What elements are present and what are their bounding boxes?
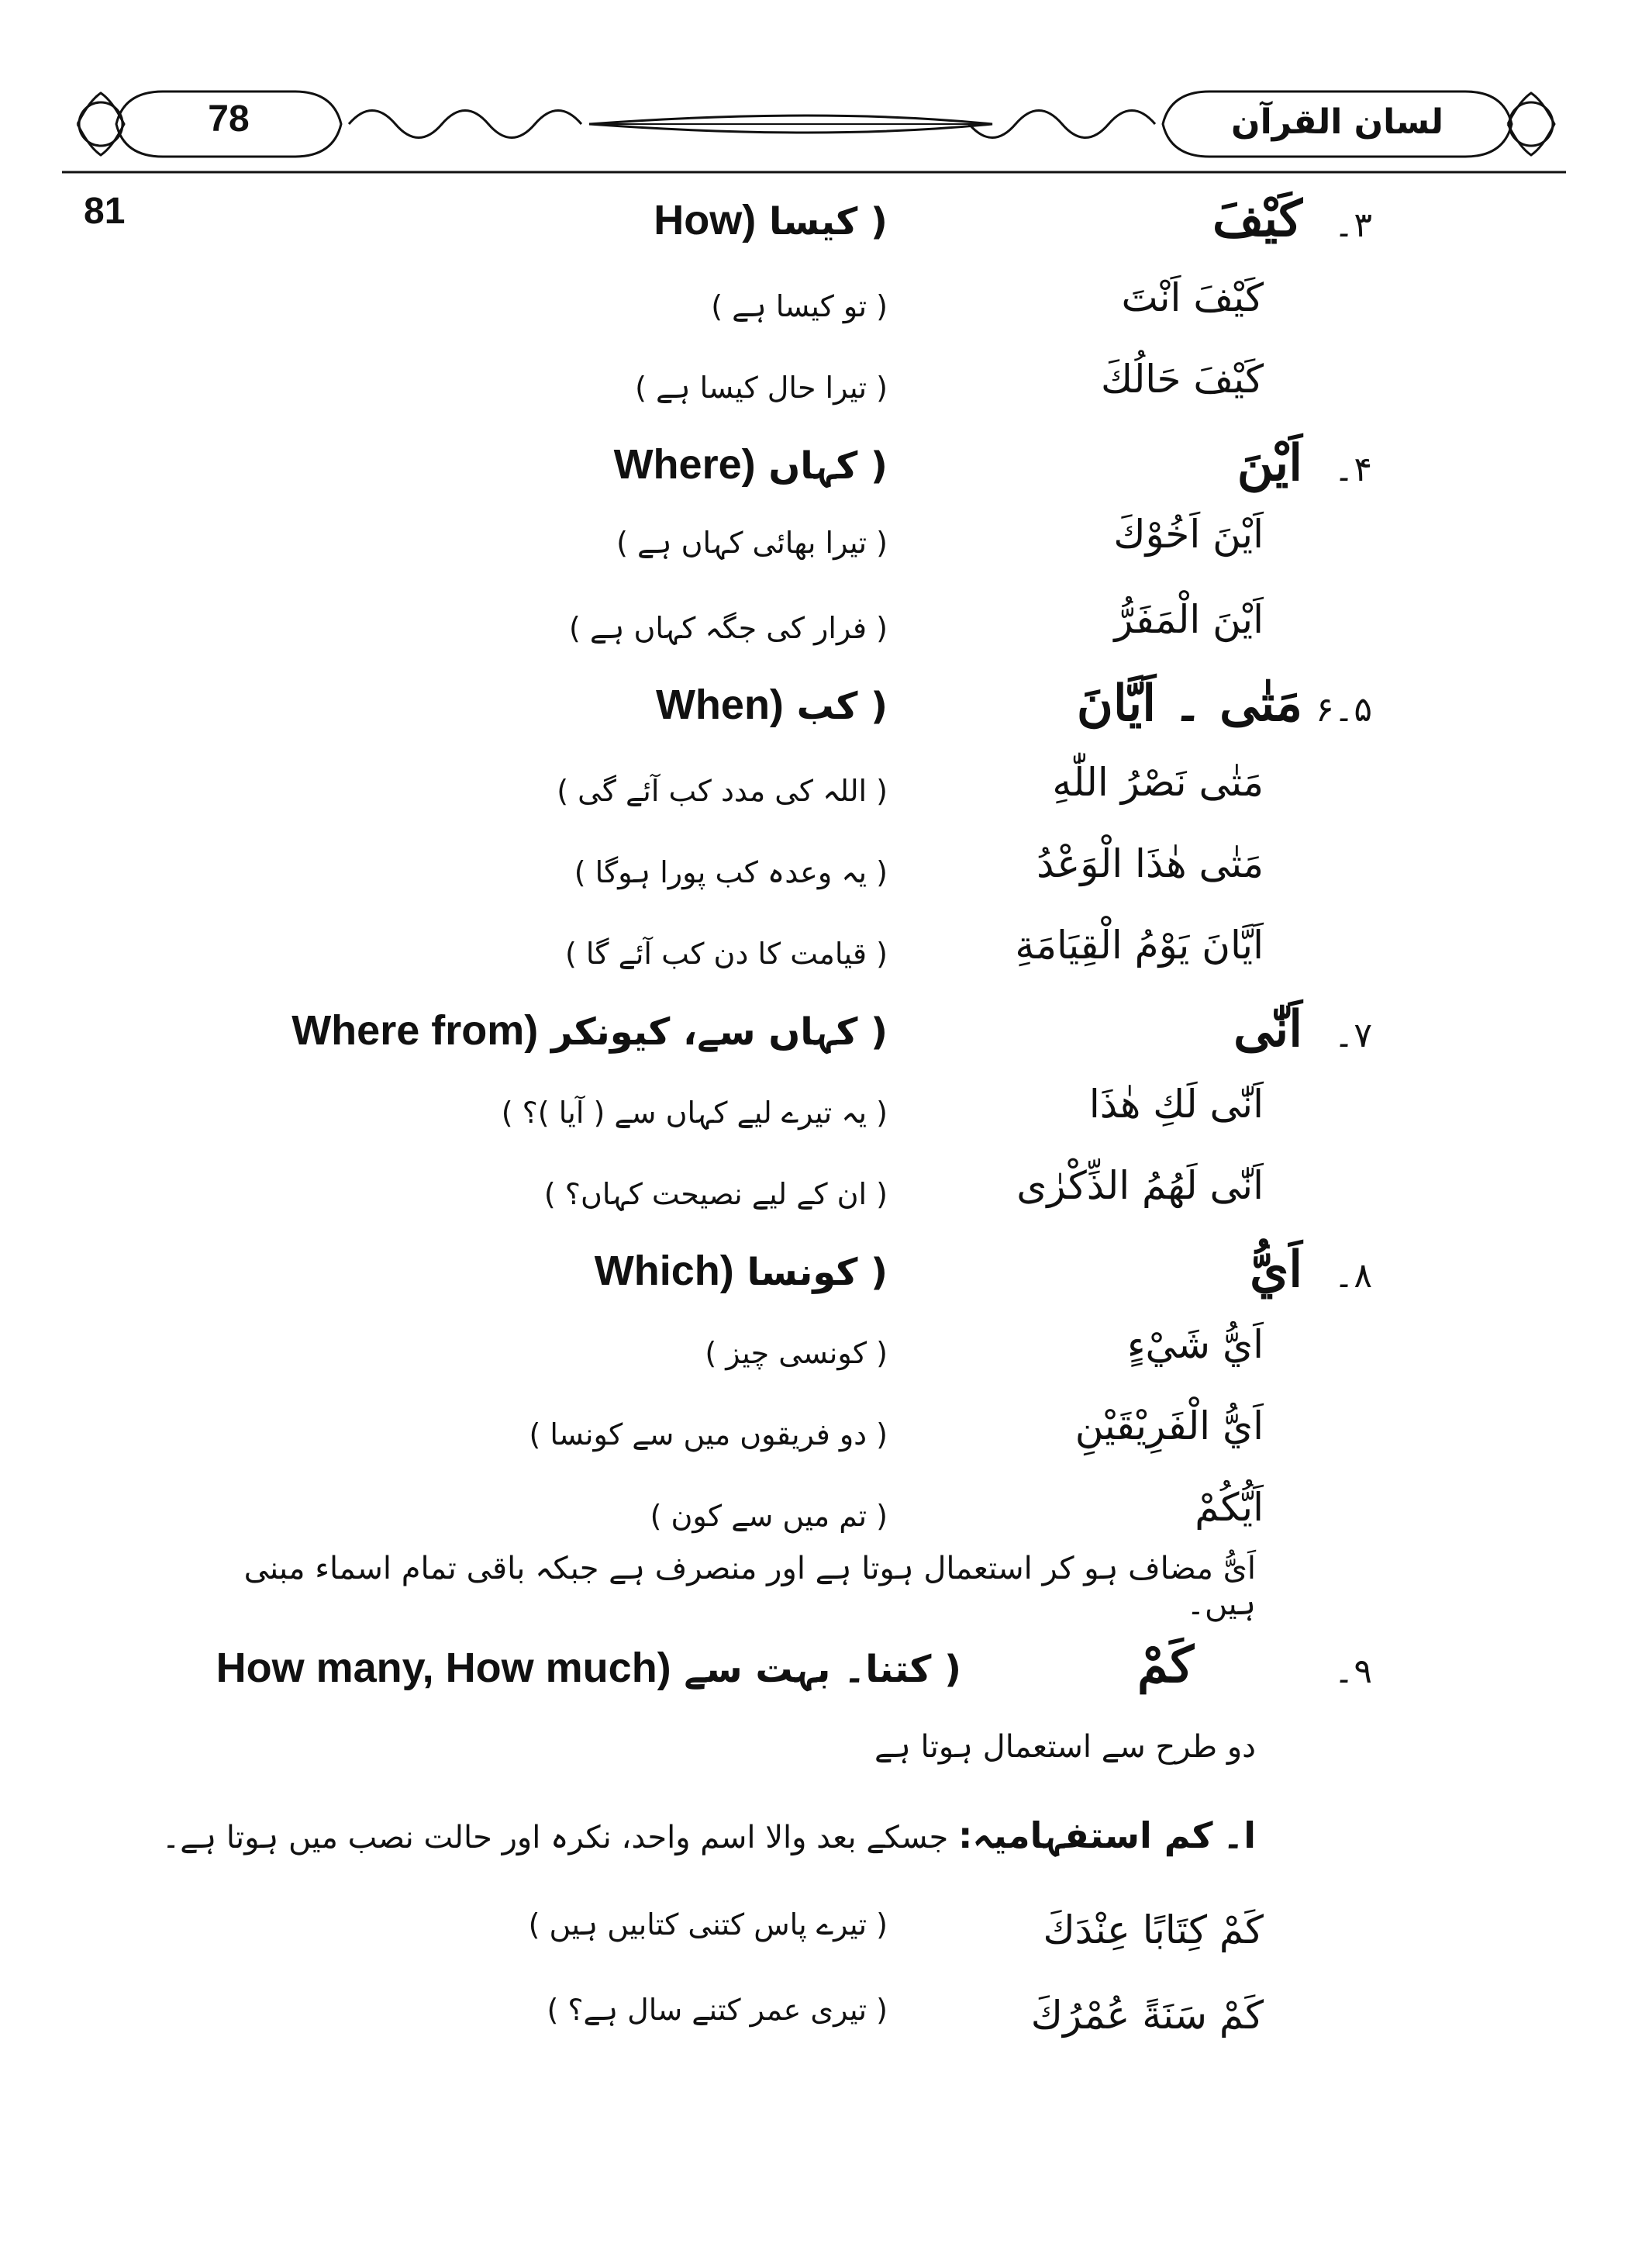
urdu-meaning: [267, 440, 888, 488]
urdu-meaning-text: ( كيسا: [768, 200, 888, 243]
istifham-definition: [132, 1814, 1256, 1856]
heading-row: [0, 1241, 1628, 1310]
kam-heading-row: [0, 1636, 1628, 1706]
kam-example-row: [0, 1993, 1628, 2063]
heading-row: [0, 434, 1628, 504]
example-row: [0, 1082, 1628, 1151]
urdu-meaning-text: ( کب: [796, 685, 888, 728]
istifham-text: جسکے بعد والا اسم واحد، نکرہ اور حالت نصب میں ہوتا ہے۔: [161, 1820, 949, 1855]
example-row: [0, 760, 1628, 830]
arabic-example: كَمْ كِتَابًا عِنْدَكَ: [1043, 1907, 1264, 1952]
urdu-translation: ( اللہ کی مدد کب آئے گی ): [557, 774, 888, 808]
example-row: [0, 841, 1628, 911]
urdu-meaning: [267, 196, 888, 244]
arabic-example: اَيُّكُمْ: [1195, 1485, 1264, 1530]
urdu-translation: ( تیرے پاس کتنی کتابیں ہیں ): [528, 1907, 888, 1942]
urdu-translation: ( یہ وعدہ کب پورا ہوگا ): [574, 855, 888, 889]
urdu-translation: ( تيرا حال كيسا ہے ): [635, 371, 888, 405]
example-row: [0, 1485, 1628, 1555]
page-number: 78: [208, 98, 250, 140]
item-number: ۳۔: [1333, 205, 1372, 245]
english-meaning: When): [655, 682, 784, 728]
arabic-example: كَيْفَ اَنْتَ: [1121, 275, 1264, 320]
arabic-example: اَنّٰى لَكِ هٰذَا: [1088, 1082, 1264, 1127]
note-paragraph: اَیُّ مضاف ہو کر استعمال ہوتا ہے اور منصرف ہے جبکہ باقی تمام اسماء مبنی ہیں۔: [243, 1551, 1256, 1622]
urdu-meaning-text: ( کہاں سے، کیونکر: [550, 1010, 888, 1054]
arabic-word: كَيْفَ: [1212, 190, 1302, 248]
side-page-number: 81: [84, 191, 126, 232]
urdu-meaning: [267, 681, 888, 729]
arabic-example: اَيُّ شَيْءٍ: [1126, 1322, 1264, 1367]
example-row: [0, 1322, 1628, 1392]
kam-usage-note: دو طرح سے استعمال ہوتا ہے: [874, 1729, 1256, 1765]
arabic-example: اَيْنَ الْمَفَرُّ: [1114, 597, 1264, 642]
urdu-translation: ( یہ تیرے لیے کہاں سے ( آیا )؟ ): [501, 1096, 888, 1130]
arabic-word: اَيُّ: [1250, 1241, 1302, 1299]
heading-row: [0, 675, 1628, 744]
arabic-example: اَيَّانَ يَوْمُ الْقِيَامَةِ: [1015, 923, 1264, 968]
urdu-translation: ( کونسی چیز ): [705, 1336, 888, 1370]
arabic-word: مَتٰى ۔ اَيَّانَ: [1076, 675, 1302, 733]
istifham-number: ا۔: [1223, 1814, 1256, 1856]
urdu-meaning-text: ( کونسا: [747, 1251, 888, 1294]
kam-example-row: [0, 1907, 1628, 1977]
heading-row: [0, 190, 1628, 260]
urdu-translation: ( دو فریقوں میں سے کونسا ): [529, 1417, 888, 1452]
english-meaning: How many, How much): [216, 1645, 671, 1691]
page-header: [0, 0, 1628, 194]
heading-row: [0, 1000, 1628, 1070]
item-number: ۴۔: [1333, 450, 1372, 489]
urdu-meaning: [267, 1006, 888, 1055]
example-row: [0, 275, 1628, 345]
istifham-row: [0, 1814, 1628, 1876]
arabic-word: اَيْنَ: [1237, 434, 1302, 492]
example-row: [0, 1163, 1628, 1233]
arabic-example: اَيْنَ اَخُوْكَ: [1113, 512, 1264, 557]
urdu-translation: ( تيرا بھائی کہاں ہے ): [616, 526, 888, 560]
istifham-label: کم استفہامیہ:: [957, 1814, 1213, 1856]
urdu-meaning: [186, 1644, 961, 1692]
example-row: [0, 1403, 1628, 1473]
urdu-translation: ( تم میں سے کون ): [650, 1499, 888, 1533]
urdu-translation: ( تیری عمر کتنے سال ہے؟ ): [547, 1993, 888, 2027]
arabic-example: كَمْ سَنَةً عُمْرُكَ: [1030, 1993, 1264, 2038]
urdu-meaning-text: ( کتنا۔ بہت سے: [684, 1648, 961, 1691]
item-number: ۸۔: [1333, 1256, 1372, 1296]
example-row: [0, 923, 1628, 992]
arabic-example: اَنّٰى لَهُمُ الذِّكْرٰى: [1016, 1163, 1264, 1208]
english-meaning: Where from): [291, 1007, 539, 1054]
arabic-example: مَتٰى نَصْرُ اللّٰهِ: [1052, 760, 1264, 805]
example-row: [0, 512, 1628, 582]
example-row: [0, 357, 1628, 426]
arabic-example: مَتٰى هٰذَا الْوَعْدُ: [1036, 841, 1264, 886]
book-title: لسان القرآن: [1231, 102, 1443, 142]
arabic-example: كَيْفَ حَالُكَ: [1100, 357, 1264, 402]
urdu-translation: ( قیامت کا دن کب آئے گا ): [564, 937, 888, 971]
arabic-word: كَمْ: [1136, 1636, 1194, 1694]
arabic-example: اَيُّ الْفَرِيْقَيْنِ: [1074, 1403, 1264, 1448]
example-row: [0, 597, 1628, 667]
english-meaning: How): [654, 197, 757, 243]
urdu-meaning-text: ( کہاں: [768, 444, 888, 488]
english-meaning: Where): [613, 441, 756, 488]
urdu-translation: ( ان کے لیے نصیحت کہاں؟ ): [543, 1177, 888, 1211]
urdu-translation: ( تو كيسا ہے ): [711, 289, 888, 323]
english-meaning: Which): [594, 1248, 734, 1294]
item-number: ۹۔: [1333, 1652, 1372, 1691]
arabic-word: اَنّٰى: [1233, 1000, 1302, 1058]
item-number: ۷۔: [1333, 1016, 1372, 1055]
item-number: ۵۔۶: [1315, 690, 1372, 730]
urdu-translation: ( فرار کی جگہ کہاں ہے ): [568, 611, 888, 645]
urdu-meaning: [267, 1247, 888, 1295]
